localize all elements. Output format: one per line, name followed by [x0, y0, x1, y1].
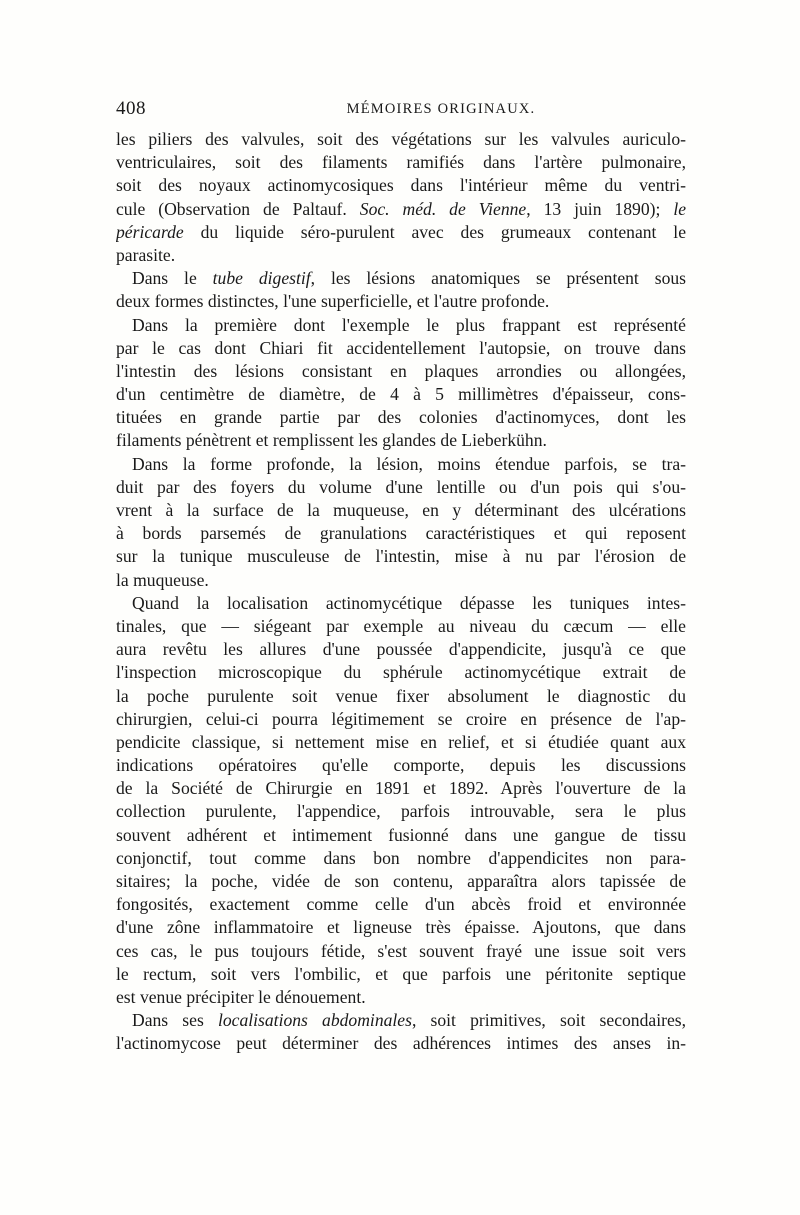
text-segment: du liquide séro-purulent avec des grumeaux contenant le [183, 221, 686, 242]
text-segment: par le cas dont Chiari fit accidentellement l'autopsie, on trouve dans [116, 337, 686, 358]
text-line [116, 545, 686, 568]
text-line [116, 847, 686, 870]
text-line [116, 151, 686, 174]
italic-text: le [673, 198, 686, 219]
page-header [116, 98, 686, 124]
text-segment: , les lésions anatomiques se présentent sous [310, 268, 686, 289]
text-segment: Dans ses [132, 1010, 218, 1031]
text-line [116, 174, 686, 197]
text-segment: parasite. [116, 244, 176, 265]
text-segment: le rectum, soit vers l'ombilic, et que parfois une péritonite septique [116, 963, 686, 984]
text-line [116, 337, 686, 360]
text-line [116, 940, 686, 963]
text-segment: cule (Observation de Paltauf. [116, 198, 360, 219]
text-segment: filaments pénètrent et remplissent les glandes de Lieberkühn. [116, 430, 547, 451]
text-segment: chirurgien, celui-ci pourra légitimement se croire en présence de l'ap- [116, 708, 686, 729]
text-line [116, 244, 686, 267]
text-line [116, 916, 686, 939]
text-line [116, 383, 686, 406]
text-line [116, 499, 686, 522]
text-segment: tituées en grande partie par des colonies d'actinomyces, dont les [116, 407, 686, 428]
text-line [116, 290, 686, 313]
text-line [116, 986, 686, 1009]
text-line [116, 476, 686, 499]
text-segment: à bords parsemés de granulations caractéristiques et qui reposent [116, 523, 686, 544]
text-line [116, 963, 686, 986]
text-segment: conjonctif, tout comme dans bon nombre d'appendicites non para- [116, 847, 686, 868]
text-line [116, 569, 686, 592]
text-segment: Dans la forme profonde, la lésion, moins étendue parfois, se tra- [132, 453, 686, 474]
page-number: 408 [116, 98, 146, 119]
italic-text: localisations abdominales [217, 1010, 412, 1031]
text-line [116, 406, 686, 429]
text-line [116, 800, 686, 823]
text-segment: Dans la première dont l'exemple le plus frappant est représenté [132, 314, 686, 335]
text-line [116, 893, 686, 916]
text-segment: pendicite classique, si nettement mise en relief, et si étudiée quant aux [116, 731, 686, 752]
italic-text: Soc. méd. de Vienne [359, 198, 527, 219]
text-line [116, 1009, 686, 1032]
text-segment: d'une zône inflammatoire et ligneuse très épaisse. Ajoutons, que dans [116, 917, 686, 938]
text-segment: sitaires; la poche, vidée de son contenu, apparaîtra alors tapissée de [116, 871, 686, 891]
text-line [116, 638, 686, 661]
running-head: MÉMOIRES ORIGINAUX. [346, 101, 536, 117]
text-line [116, 314, 686, 337]
text-segment: deux formes distinctes, l'une superficielle, et l'autre profonde. [116, 291, 550, 312]
text-line [116, 708, 686, 731]
text-line [116, 685, 686, 708]
text-segment: indications opératoires qu'elle comporte, depuis les discussions [116, 755, 686, 776]
text-segment: soit des noyaux actinomycosiques dans l'intérieur même du ventri- [116, 175, 686, 196]
text-line [116, 429, 686, 452]
text-segment: tinales, que — siégeant par exemple au niveau du cæcum — elle [116, 615, 686, 636]
italic-text: péricarde [116, 221, 184, 242]
text-segment: l'inspection microscopique du sphérule actinomycétique extrait de [116, 662, 686, 683]
text-line [116, 754, 686, 777]
text-segment: l'actinomycose peut déterminer des adhérences intimes des anses in- [116, 1033, 686, 1054]
text-line [116, 615, 686, 638]
text-segment: de la Société de Chirurgie en 1891 et 1892. Après l'ouverture de la [116, 778, 686, 799]
text-line [116, 221, 686, 244]
text-line [116, 777, 686, 800]
text-line [116, 360, 686, 383]
text-segment: , soit primitives, soit secondaires, [411, 1010, 686, 1031]
text-line [116, 128, 686, 151]
text-segment: aura revêtu les allures d'une poussée d'appendicite, jusqu'à ce que [116, 639, 686, 660]
text-segment: souvent adhérent et intimement fusionné dans une gangue de tissu [116, 824, 686, 845]
text-segment: est venue précipiter le dénouement. [116, 986, 366, 1007]
text-segment: collection purulente, l'appendice, parfois introuvable, sera le plus [116, 801, 686, 822]
text-segment: Dans le [132, 268, 213, 289]
text-line [116, 1032, 686, 1055]
text-segment: fongosités, exactement comme celle d'un abcès froid et environnée [116, 894, 686, 915]
text-segment: vrent à la surface de la muqueuse, en y déterminant des ulcérations [116, 500, 686, 520]
text-segment: l'intestin des lésions consistant en plaques arrondies ou allongées, [116, 360, 686, 381]
text-line [116, 824, 686, 847]
text-line [116, 731, 686, 754]
text-line [116, 870, 686, 893]
text-line [116, 661, 686, 684]
text-line [116, 453, 686, 476]
text-segment: , 13 juin 1890); [526, 198, 674, 219]
text-segment: la muqueuse. [116, 569, 209, 590]
text-segment: duit par des foyers du volume d'une lentille ou d'un pois qui s'ou- [116, 476, 686, 497]
text-segment: ces cas, le pus toujours fétide, s'est souvent frayé une issue soit vers [116, 940, 686, 961]
text-segment: sur la tunique musculeuse de l'intestin, mise à nu par l'érosion de [116, 546, 686, 567]
italic-text: tube digestif [212, 268, 311, 289]
text-line [116, 592, 686, 615]
text-segment: les piliers des valvules, soit des végétations sur les valvules auriculo- [116, 129, 686, 149]
text-segment: la poche purulente soit venue fixer absolument le diagnostic du [116, 685, 686, 706]
text-segment: ventriculaires, soit des filaments ramifiés dans l'artère pulmonaire, [116, 152, 686, 173]
text-line [116, 267, 686, 290]
text-segment: d'un centimètre de diamètre, de 4 à 5 millimètres d'épaisseur, cons- [116, 384, 686, 405]
text-line [116, 522, 686, 545]
body-text [116, 128, 686, 1056]
text-line [116, 198, 686, 221]
text-segment: Quand la localisation actinomycétique dépasse les tuniques intes- [132, 592, 686, 613]
